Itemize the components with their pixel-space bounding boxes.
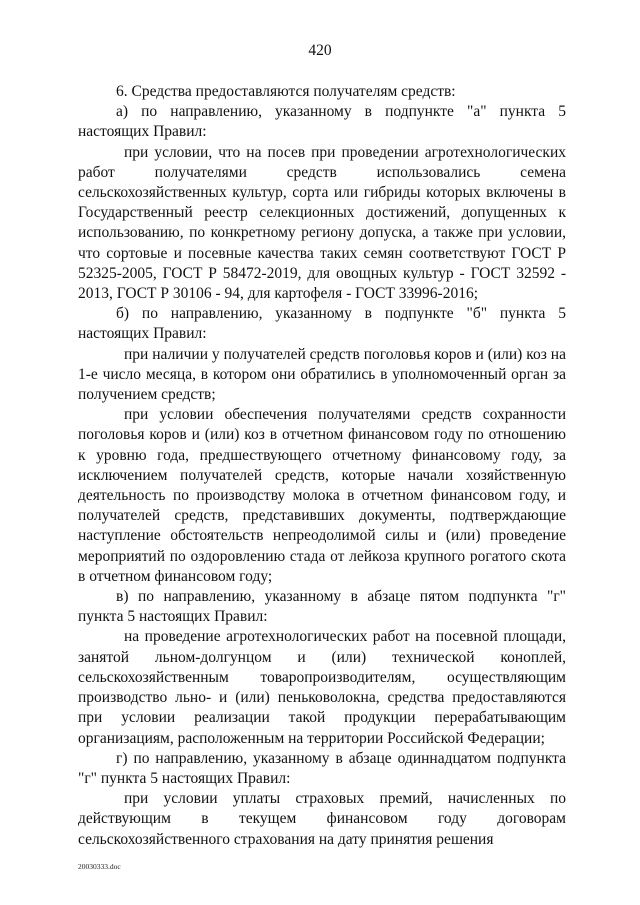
paragraph-subitem-v: в) по направлению, указанному в абзаце пятом подпункта "г" пункта 5 настоящих Правил: <box>78 588 566 626</box>
document-body <box>78 82 566 850</box>
paragraph-subitem-g: г) по направлению, указанному в абзаце одиннадцатом подпункта "г" пункта 5 настоящих Правил: <box>78 749 566 787</box>
paragraph-seeds-condition: при условии, что на посев при проведении агротехнологических работ получателями средств использовались семена сельскохозяйственных культур, сорта или гибриды которых включены в Государственный реестр селекционных достижений, допущенных к использованию, по конкретному региону допуска, а также при условии, что сортовые и посевные качества таких семян соответствуют ГОСТ Р 52325-2005, ГОСТ Р 58472-2019, для овощных культур - ГОСТ 32592 - 2013, ГОСТ Р 30106 - 94, для картофеля - ГОСТ 33996-2016; <box>78 143 566 303</box>
paragraph-item-6-heading: 6. Средства предоставляются получателям средств: <box>116 83 456 100</box>
page-number: 420 <box>308 42 332 59</box>
footer-filename: 20030333.doc <box>78 862 121 871</box>
paragraph-insurance-condition: при условии уплаты страховых премий, начисленных по действующим в текущем финансовом году договорам сельскохозяйственного страхования на дату принятия решения <box>78 790 566 848</box>
paragraph-flax-hemp-condition: на проведение агротехнологических работ на посевной площади, занятой льном-долгунцом и (или) технической коноплей, сельскохозяйственным товаропроизводителям, осуществляющим производство льно- и (или) пеньковолокна, средства предоставляются при условии реализации такой продукции перерабатывающим организациям, расположенным на территории Российской Федерации; <box>78 628 566 747</box>
paragraph-subitem-a: а) по направлению, указанному в подпункте "а" пункта 5 настоящих Правил: <box>78 103 566 141</box>
paragraph-subitem-b: б) по направлению, указанному в подпункте "б" пункта 5 настоящих Правил: <box>78 305 566 343</box>
paragraph-livestock-preservation: при условии обеспечения получателями средств сохранности поголовья коров и (или) коз в отчетном финансовом году по отношению к уровню года, предшествующего отчетному финансовому году, за исключением получателей средств, которые начали хозяйственную деятельность по производству молока в отчетном финансовом году, и получателей средств, представивших документы, подтверждающие наступление обстоятельств непреодолимой силы и (или) проведение мероприятий по оздоровлению стада от лейкоза крупного рогатого скота в отчетном финансовом году; <box>78 406 566 585</box>
paragraph-livestock-condition: при наличии у получателей средств поголовья коров и (или) коз на 1-е число месяца, в котором они обратились в уполномоченный орган за получением средств; <box>78 345 566 404</box>
